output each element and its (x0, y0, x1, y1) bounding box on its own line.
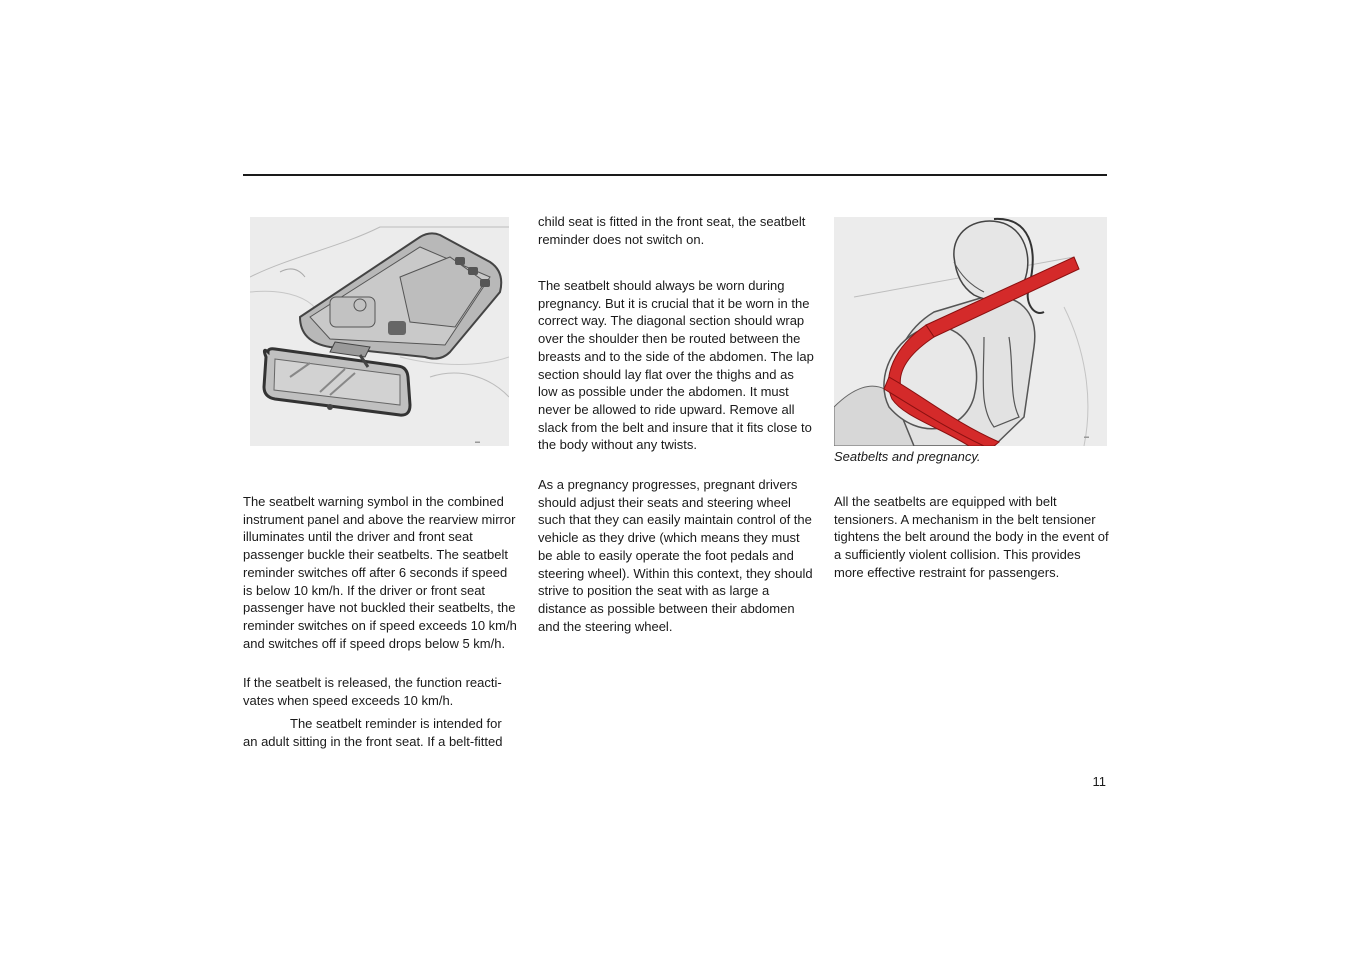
overhead-console-illustration (250, 217, 509, 446)
figure-code: ▬ (475, 439, 480, 445)
page-number: 11 (1092, 774, 1106, 789)
function-reactivates-paragraph: If the seatbelt is released, the function reacti-vates when speed exceeds 10 km/h. (243, 675, 502, 708)
pregnancy-seatbelt-illustration (834, 217, 1107, 446)
pregnancy-belt-paragraph: The seatbelt should always be worn during pregnancy. But it is crucial that it be worn in the correct way. The diagonal section should wrap over the shoulder then be routed between the breasts and to the side of the abdomen. The lap section should lay flat over the thighs and as low as possible under the abdomen. It must never be allowed to ride upward. Remove all slack from the belt and insure that it fits close to the body without any twists. (538, 278, 814, 453)
header-rule (243, 174, 1107, 176)
pregnancy-seatbelt-figure (834, 217, 1107, 446)
figure-code: ▬ (1084, 434, 1089, 440)
pregnancy-progression-paragraph: As a pregnancy progresses, pregnant drivers should adjust their seats and steering wheel such that they can easily maintain control of the vehicle as they drive (which means they must be able to easily operate the foot pedals and steering wheel). Within this context, they should strive to position the seat with as large a distance as possible between their abdomen and the steering wheel. (538, 477, 813, 634)
adult-front-seat-paragraph: The seatbelt reminder is intended for an adult sitting in the front seat. If a belt-fitted (243, 716, 503, 749)
belt-tensioners-paragraph: All the seatbelts are equipped with belt tensioners. A mechanism in the belt tensioner tightens the belt around the body in the event of a sufficiently violent collision. This provides more effective restraint for passengers. (834, 494, 1109, 580)
seatbelt-reminder-paragraph: The seatbelt warning symbol in the combined instrument panel and above the rearview mirror illuminates until the driver and front seat passenger buckle their seatbelts. The seatbelt reminder switches off after 6 seconds if speed is below 10 km/h. If the driver or front seat passenger have not buckled their seatbelts, the reminder switches on if speed exceeds 10 km/h and switches off if speed drops below 5 km/h. (243, 494, 517, 651)
figure-caption: Seatbelts and pregnancy. (834, 449, 981, 464)
overhead-console-figure (250, 217, 509, 446)
child-seat-paragraph: child seat is fitted in the front seat, the seatbelt reminder does not switch on. (538, 214, 806, 247)
